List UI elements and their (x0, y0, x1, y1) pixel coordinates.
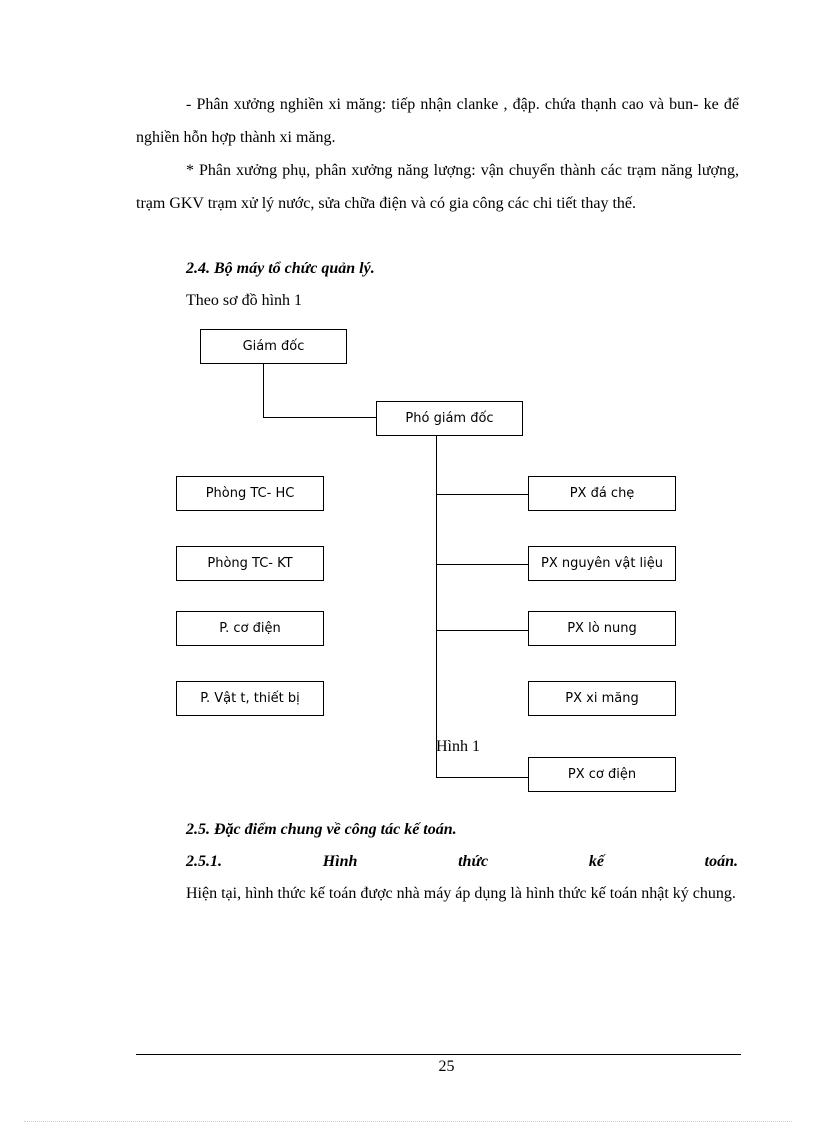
org-box-department: Phòng TC- HC (176, 476, 324, 511)
org-box-workshop: PX xi măng (528, 681, 676, 716)
connector-workshop-5 (436, 777, 529, 778)
section-2-4-heading: 2.4. Bộ máy tổ chức quản lý. (186, 260, 375, 277)
org-box-workshop: PX lò nung (528, 611, 676, 646)
org-box-deputy-director: Phó giám đốc (376, 401, 523, 436)
connector-workshop-2 (436, 564, 529, 565)
paragraph-grinding-workshop: - Phân xưởng nghiền xi măng: tiếp nhận clanke , đập. chứa thạnh cao và bun- ke để nghiền hỗn hợp thành xi măng. (136, 96, 739, 146)
org-box-department: P. Vật t, thiết bị (176, 681, 324, 716)
heading-word: kế (588, 853, 604, 870)
footer-rule (136, 1054, 741, 1055)
connector-director-down (263, 363, 264, 418)
page-number: 25 (438, 1058, 455, 1075)
paragraph-accounting-form: Hiện tại, hình thức kế toán được nhà máy áp dụng là hình thức kế toán nhật ký chung. (186, 885, 736, 902)
connector-workshop-3 (436, 630, 529, 631)
section-2-4-intro: Theo sơ đồ hình 1 (186, 292, 303, 309)
connector-trunk (436, 436, 437, 778)
org-box-director: Giám đốc (200, 329, 347, 364)
figure-caption: Hình 1 (436, 738, 480, 755)
org-box-department: P. cơ điện (176, 611, 324, 646)
org-box-workshop: PX nguyên vật liệu (528, 546, 676, 581)
heading-word: thức (458, 853, 489, 870)
heading-word: Hình (322, 853, 358, 870)
org-box-workshop: PX cơ điện (528, 757, 676, 792)
page-bottom-divider (24, 1121, 792, 1122)
section-2-5-heading: 2.5. Đặc điểm chung về công tác kế toán. (186, 821, 457, 838)
heading-word: 2.5.1. (186, 853, 222, 870)
org-box-workshop: PX đá chẹ (528, 476, 676, 511)
paragraph-auxiliary-workshop: * Phân xưởng phụ, phân xưởng năng lượng: vận chuyển thành các trạm năng lượng, trạm GKV trạm xử lý nước, sửa chữa điện và có gia công các chi tiết thay thế. (136, 162, 739, 212)
section-2-5-1-heading (186, 852, 738, 872)
connector-director-deputy (263, 417, 377, 418)
connector-workshop-1 (436, 494, 529, 495)
org-box-department: Phòng TC- KT (176, 546, 324, 581)
heading-word: toán. (704, 853, 738, 870)
